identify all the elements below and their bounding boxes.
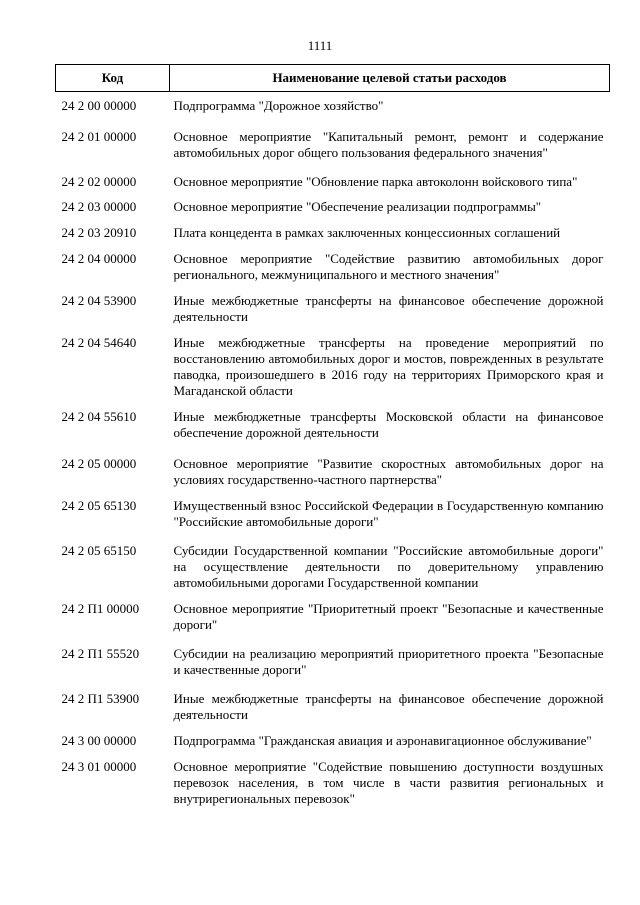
table-row <box>56 219 610 245</box>
row-code: 24 2 04 55610 <box>61 409 137 424</box>
table-body <box>56 92 610 812</box>
row-code: 24 2 02 00000 <box>61 174 137 189</box>
table-row <box>56 245 610 287</box>
row-name: Основное мероприятие "Обеспечение реализации подпрограммы" <box>173 199 542 214</box>
row-name: Иные межбюджетные трансферты Московской области на финансовое обеспечение дорожной деятельности <box>173 409 604 440</box>
row-code: 24 2 05 00000 <box>61 456 137 471</box>
row-code: 24 2 05 65150 <box>61 543 137 558</box>
row-name: Основное мероприятие "Содействие повышению доступности воздушных перевозок населения, в том числе в части развития региональных и внутрирегиональных перевозок" <box>173 759 604 806</box>
table-row <box>56 118 610 165</box>
table-row <box>56 727 610 753</box>
row-code: 24 2 П1 53900 <box>61 691 140 706</box>
row-name: Основное мероприятие "Капитальный ремонт, ремонт и содержание автомобильных дорог общего пользования федерального значения" <box>173 129 604 160</box>
page-number: 1111 <box>307 38 333 53</box>
row-name: Основное мероприятие "Развитие скоростных автомобильных дорог на условиях государственно-частного партнерства" <box>173 456 604 487</box>
row-code: 24 2 03 00000 <box>61 199 137 214</box>
row-name: Подпрограмма "Гражданская авиация и аэронавигационное обслуживание" <box>173 733 592 748</box>
row-code: 24 3 00 00000 <box>61 733 137 748</box>
table-row <box>56 753 610 811</box>
table-row <box>56 92 610 119</box>
row-code: 24 2 01 00000 <box>61 129 137 144</box>
table-row <box>56 682 610 727</box>
row-code: 24 2 04 00000 <box>61 251 137 266</box>
row-name: Субсидии Государственной компании "Российские автомобильные дороги" на осуществление деятельности по доверительному управлению автомобильными дорогами Государственной компании <box>173 543 604 590</box>
row-code: 24 3 01 00000 <box>61 759 137 774</box>
row-code: 24 2 05 65130 <box>61 498 137 513</box>
table-header-row <box>56 65 610 92</box>
table-row <box>56 595 610 637</box>
table-row <box>56 403 610 445</box>
table-row <box>56 445 610 492</box>
row-code: 24 2 П1 55520 <box>61 646 140 661</box>
table-row <box>56 534 610 595</box>
row-name: Основное мероприятие "Содействие развитию автомобильных дорог регионального, межмуниципального и местного значения" <box>173 251 604 282</box>
row-code: 24 2 04 53900 <box>61 293 137 308</box>
row-code: 24 2 04 54640 <box>61 335 137 350</box>
row-name: Плата концедента в рамках заключенных концессионных соглашений <box>173 225 561 240</box>
row-name: Подпрограмма "Дорожное хозяйство" <box>173 98 384 113</box>
table-row <box>56 165 610 194</box>
budget-table <box>55 64 610 811</box>
row-name: Иные межбюджетные трансферты на проведение мероприятий по восстановлению автомобильных дорог и мостов, поврежденных в результате паводка, произошедшего в 2016 году на территориях Приморского края и Магаданской области <box>173 335 604 398</box>
column-header-name: Наименование целевой статьи расходов <box>170 65 610 92</box>
table-row <box>56 194 610 219</box>
column-header-code: Код <box>56 65 170 92</box>
table-row <box>56 287 610 329</box>
row-name: Основное мероприятие "Обновление парка автоколонн войскового типа" <box>173 174 578 189</box>
row-code: 24 2 П1 00000 <box>61 601 140 616</box>
row-code: 24 2 00 00000 <box>61 98 137 113</box>
row-name: Имущественный взнос Российской Федерации в Государственную компанию "Российские автомобильные дороги" <box>173 498 604 529</box>
row-name: Иные межбюджетные трансферты на финансовое обеспечение дорожной деятельности <box>173 293 604 324</box>
row-code: 24 2 03 20910 <box>61 225 137 240</box>
row-name: Основное мероприятие "Приоритетный проект "Безопасные и качественные дороги" <box>173 601 604 632</box>
table-row <box>56 329 610 403</box>
table-row <box>56 637 610 682</box>
row-name: Субсидии на реализацию мероприятий приоритетного проекта "Безопасные и качественные дороги" <box>173 646 604 677</box>
row-name: Иные межбюджетные трансферты на финансовое обеспечение дорожной деятельности <box>173 691 604 722</box>
table-row <box>56 492 610 534</box>
